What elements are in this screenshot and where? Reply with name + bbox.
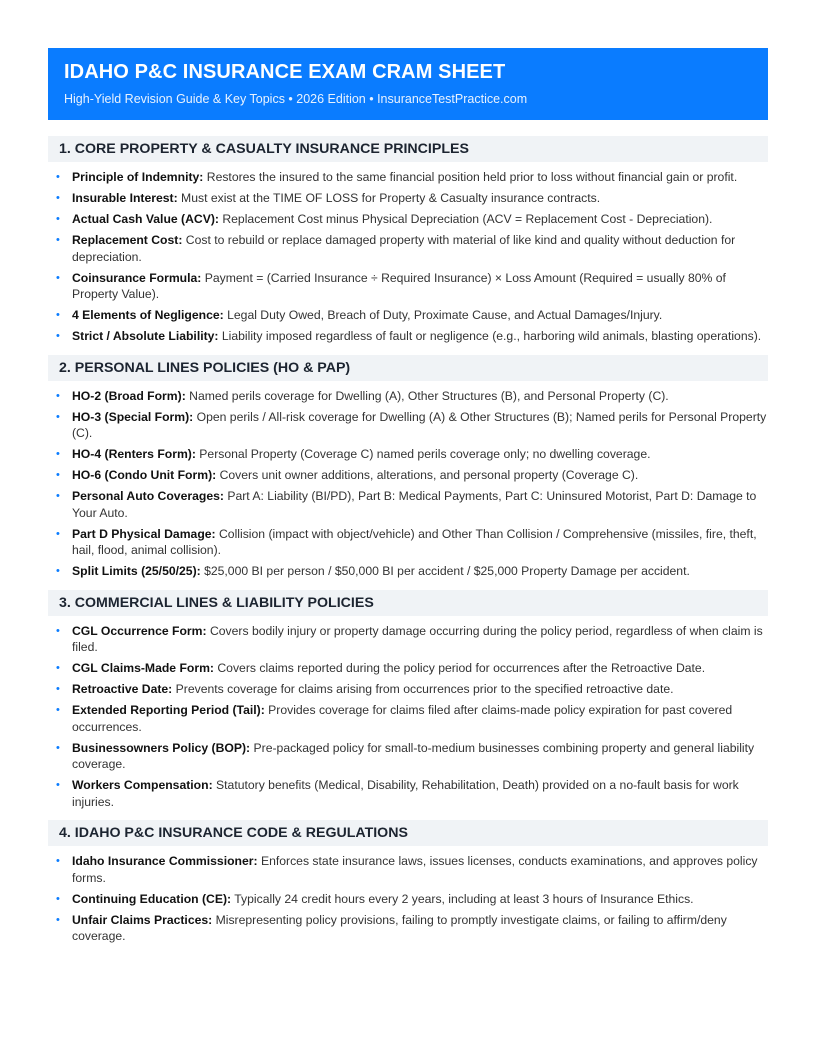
bullet-icon: • (56, 855, 60, 867)
item-term: HO-4 (Renters Form): (72, 447, 196, 461)
list-item (48, 307, 768, 324)
item-text: Enforces state insurance laws, issues licenses, conducts examinations, and approves policy forms. (72, 854, 758, 885)
list-item (48, 777, 768, 810)
item-term: Strict / Absolute Liability: (72, 329, 219, 343)
item-term: CGL Claims-Made Form: (72, 661, 214, 675)
item-term: HO-2 (Broad Form): (72, 388, 186, 403)
page-header (48, 48, 768, 120)
bullet-icon: • (56, 913, 60, 926)
item-term: Personal Auto Coverages: (72, 489, 224, 503)
list-item (48, 467, 768, 484)
item-text: Personal Property (Coverage C) named perils coverage only; no dwelling coverage. (195, 447, 651, 461)
bullet-icon: • (56, 192, 60, 204)
item-text: Named perils coverage for Dwelling (A), Other Structures (B), and Personal Property (C). (185, 388, 669, 403)
bullet-list (48, 623, 768, 811)
list-item (48, 681, 768, 698)
item-term: Workers Compensation: (72, 778, 213, 792)
bullet-icon: • (56, 779, 60, 791)
list-item (48, 190, 768, 207)
list-item (48, 526, 768, 559)
list-item (48, 446, 768, 463)
bullet-list (48, 853, 768, 945)
list-item (48, 409, 768, 442)
bullet-list (48, 388, 768, 580)
list-item (48, 211, 768, 228)
list-item (48, 169, 768, 186)
bullet-icon: • (56, 490, 60, 502)
bullet-icon: • (56, 741, 60, 754)
item-term: Continuing Education (CE): (72, 891, 232, 906)
list-item (48, 912, 768, 945)
item-term: Principle of Indemnity: (72, 170, 204, 184)
item-text: Payment = (Carried Insurance ÷ Required Insurance) × Loss Amount (Required = usually 80% of Property Value). (72, 270, 726, 301)
bullet-icon: • (56, 469, 60, 481)
item-text: Collision (impact with object/vehicle) and Other Than Collision / Comprehensive (missiles, fire, theft, hail, flood, animal collision). (72, 526, 757, 557)
item-text: Provides coverage for claims filed after claims-made policy expiration for past covered occurrences. (72, 703, 733, 734)
section-title: 2. PERSONAL LINES POLICIES (HO & PAP) (48, 355, 768, 381)
item-text: Covers unit owner additions, alterations, and personal property (Coverage C). (216, 468, 639, 482)
bullet-icon: • (56, 171, 60, 183)
item-term: Businessowners Policy (BOP): (72, 740, 251, 755)
list-item (48, 328, 768, 345)
section-4 (48, 820, 768, 945)
item-term: Coinsurance Formula: (72, 270, 202, 285)
section-3 (48, 590, 768, 811)
item-term: Part D Physical Damage: (72, 526, 216, 541)
item-text: Open perils / All-risk coverage for Dwelling (A) & Other Structures (B); Named perils for Personal Property (C). (72, 409, 767, 440)
bullet-icon: • (56, 527, 60, 540)
item-text: Must exist at the TIME OF LOSS for Property & Casualty insurance contracts. (177, 191, 601, 205)
list-item (48, 623, 768, 656)
item-text: Replacement Cost minus Physical Depreciation (ACV = Replacement Cost - Depreciation). (218, 212, 713, 226)
item-text: Pre-packaged policy for small-to-medium businesses combining property and general liability coverage. (72, 740, 755, 771)
list-item (48, 270, 768, 303)
item-text: Typically 24 credit hours every 2 years, including at least 3 hours of Insurance Ethics. (231, 891, 694, 906)
list-item (48, 891, 768, 908)
bullet-list (48, 169, 768, 345)
section-title: 1. CORE PROPERTY & CASUALTY INSURANCE PRINCIPLES (48, 136, 768, 162)
section-title: 4. IDAHO P&C INSURANCE CODE & REGULATIONS (48, 820, 768, 846)
item-text: Restores the insured to the same financial position held prior to loss without financial gain or profit. (203, 170, 738, 184)
bullet-icon: • (56, 213, 60, 225)
bullet-icon: • (56, 234, 60, 246)
list-item (48, 563, 768, 580)
list-item (48, 232, 768, 265)
item-text: Legal Duty Owed, Breach of Duty, Proximate Cause, and Actual Damages/Injury. (223, 308, 663, 322)
bullet-icon: • (56, 683, 60, 695)
item-term: 4 Elements of Negligence: (72, 308, 224, 322)
item-term: HO-3 (Special Form): (72, 409, 194, 424)
item-term: Actual Cash Value (ACV): (72, 212, 219, 226)
item-term: Replacement Cost: (72, 233, 183, 247)
page-title: IDAHO P&C INSURANCE EXAM CRAM SHEET (64, 61, 506, 83)
page-subtitle: High-Yield Revision Guide & Key Topics • 2026 Edition • InsuranceTestPractice.com (64, 92, 528, 106)
list-item (48, 660, 768, 677)
bullet-icon: • (56, 662, 60, 674)
section-2 (48, 355, 768, 580)
item-text: Prevents coverage for claims arising from occurrences prior to the specified retroactive date. (172, 682, 674, 696)
item-text: Cost to rebuild or replace damaged property with material of like kind and quality without deduction for depreciation. (72, 233, 736, 264)
item-term: Extended Reporting Period (Tail): (72, 703, 265, 717)
bullet-icon: • (56, 448, 60, 460)
bullet-icon: • (56, 892, 60, 905)
list-item (48, 388, 768, 405)
section-title: 3. COMMERCIAL LINES & LIABILITY POLICIES (48, 590, 768, 616)
item-text: Statutory benefits (Medical, Disability, Rehabilitation, Death) provided on a no-fault basis for work injuries. (72, 778, 739, 809)
item-term: Insurable Interest: (72, 191, 178, 205)
item-term: Unfair Claims Practices: (72, 912, 213, 927)
bullet-icon: • (56, 330, 60, 342)
list-item (48, 853, 768, 886)
cram-sheet-content (48, 136, 768, 955)
bullet-icon: • (56, 624, 60, 637)
section-1 (48, 136, 768, 345)
item-text: Liability imposed regardless of fault or negligence (e.g., harboring wild animals, blasting operations). (218, 329, 762, 343)
item-term: CGL Occurrence Form: (72, 623, 207, 638)
item-text: Covers bodily injury or property damage occurring during the policy period, regardless of when claim is filed. (72, 623, 763, 654)
bullet-icon: • (56, 389, 60, 402)
item-text: Misrepresenting policy provisions, failing to promptly investigate claims, or failing to affirm/deny coverage. (72, 912, 727, 943)
bullet-icon: • (56, 704, 60, 716)
item-term: Idaho Insurance Commissioner: (72, 854, 258, 868)
list-item (48, 488, 768, 521)
item-text: Covers claims reported during the policy period for occurrences after the Retroactive Date. (213, 661, 706, 675)
bullet-icon: • (56, 565, 60, 577)
bullet-icon: • (56, 309, 60, 321)
bullet-icon: • (56, 410, 60, 423)
item-text: $25,000 BI per person / $50,000 BI per accident / $25,000 Property Damage per accident. (200, 564, 690, 578)
item-text: Part A: Liability (BI/PD), Part B: Medical Payments, Part C: Uninsured Motorist, Part D: Damage to Your Auto. (72, 489, 757, 520)
item-term: Retroactive Date: (72, 682, 173, 696)
item-term: Split Limits (25/50/25): (72, 564, 201, 578)
item-term: HO-6 (Condo Unit Form): (72, 468, 217, 482)
list-item (48, 702, 768, 735)
list-item (48, 740, 768, 773)
bullet-icon: • (56, 271, 60, 284)
